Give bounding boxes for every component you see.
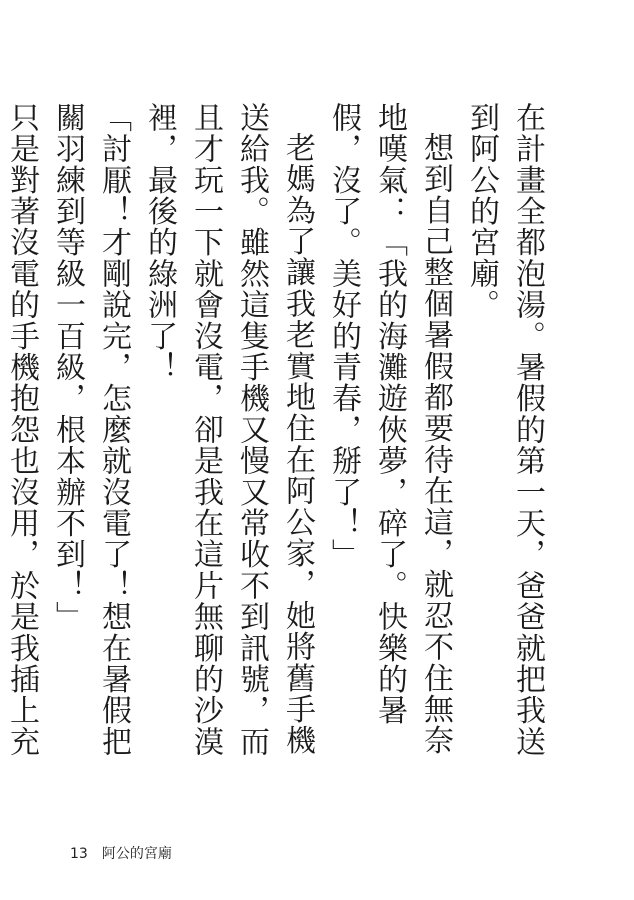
page-footer (70, 843, 172, 863)
paragraph-3: 老媽為了讓我老實地住在阿公家，她將舊手機送給我。雖然這隻手機又慢又常收不到訊號，而且才玩一下就會沒電，卻是我在這片無聊的沙漠裡，最後的綠洲了！ (142, 102, 315, 758)
paragraph-2: 想到自己整個暑假都要待在這，就忍不住無奈地嘆氣：「我的海灘遊俠夢，碎了。快樂的暑假，沒了。美好的青春，掰了！」 (326, 102, 453, 756)
running-title: 阿公的宮廟 (101, 846, 172, 862)
paragraph-5: 只是對著沒電的手機抱怨也沒用，於是我插上充 (4, 102, 39, 758)
page-number: 13 (70, 846, 88, 862)
paragraph-1: 在計畫全都泡湯。暑假的第一天，爸爸就把我送到阿公的宮廟。 (464, 102, 545, 758)
page-body-text (4, 102, 550, 782)
paragraph-4: 「討厭！才剛說完，怎麼就沒電了！想在暑假把關羽練到等級一百級，根本辦不到！」 (50, 102, 131, 758)
